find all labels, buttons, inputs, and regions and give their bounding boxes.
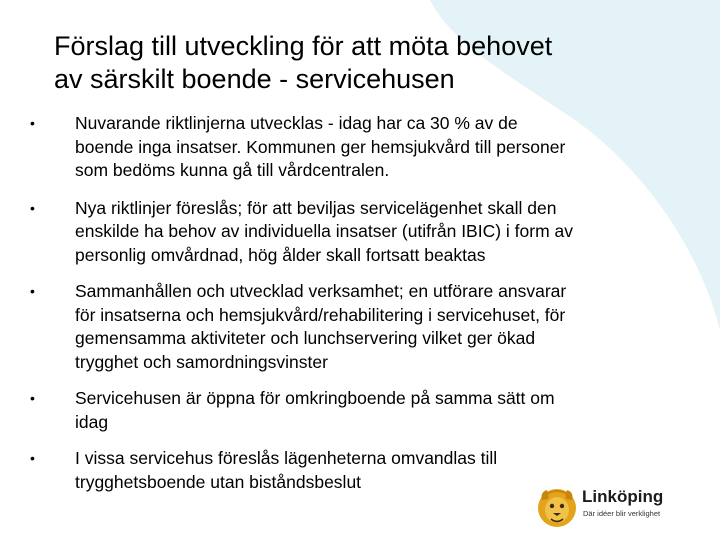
bullet-line: Sammanhållen och utvecklad verksamhet; en utförare ansvarar [75, 281, 567, 301]
bullet-line: trygghetsboende utan biståndsbeslut [75, 471, 362, 492]
bullet-dot: • [30, 199, 35, 216]
bullet-line: för insatserna och hemsjukvård/rehabilitering i servicehuset, för [75, 304, 566, 325]
logo-name: Linköping [582, 487, 664, 506]
bullet-dot: • [30, 390, 35, 406]
linkoping-logo [536, 486, 706, 530]
bullet-line: boende inga insatser. Kommunen ger hemsjukvård till personer [75, 136, 566, 157]
bullet-item [30, 112, 680, 183]
logo-tagline: Där idéer blir verklighet [583, 509, 661, 518]
bullet-item [30, 387, 680, 434]
bullet-dot: • [30, 450, 35, 466]
bullet-line: Nuvarande riktlinjerna utvecklas - idag har ca 30 % av de [75, 113, 518, 133]
bullet-item [30, 280, 680, 374]
lion-icon [536, 486, 578, 530]
bullet-line: enskilde ha behov av individuella insatser (utifrån IBIC) i form av [75, 221, 574, 241]
bullet-list [30, 112, 680, 494]
slide-title-line: Förslag till utveckling för att möta behovet [54, 31, 553, 61]
bullet-line: som bedöms kunna gå till vårdcentralen. [75, 160, 390, 180]
bullet-item [30, 197, 680, 268]
bullet-line: I vissa servicehus föreslås lägenheterna omvandlas till [75, 448, 498, 468]
bullet-dot: • [30, 115, 35, 131]
slide-title [54, 30, 694, 96]
slide-title-line: av särskilt boende - servicehusen [54, 64, 455, 94]
bullet-line: personlig omvårdnad, hög ålder skall fortsatt beaktas [75, 244, 486, 265]
bullet-line: idag [75, 411, 109, 432]
bullet-dot: • [30, 283, 35, 299]
bullet-line: trygghet och samordningsvinster [75, 351, 328, 372]
bullet-line: Servicehusen är öppna för omkringboende på samma sätt om [75, 388, 555, 408]
bullet-line: gemensamma aktiviteter och lunchservering vilket ger ökad [75, 328, 536, 348]
bullet-line: Nya riktlinjer föreslås; för att beviljas servicelägenhet skall den [75, 197, 557, 218]
